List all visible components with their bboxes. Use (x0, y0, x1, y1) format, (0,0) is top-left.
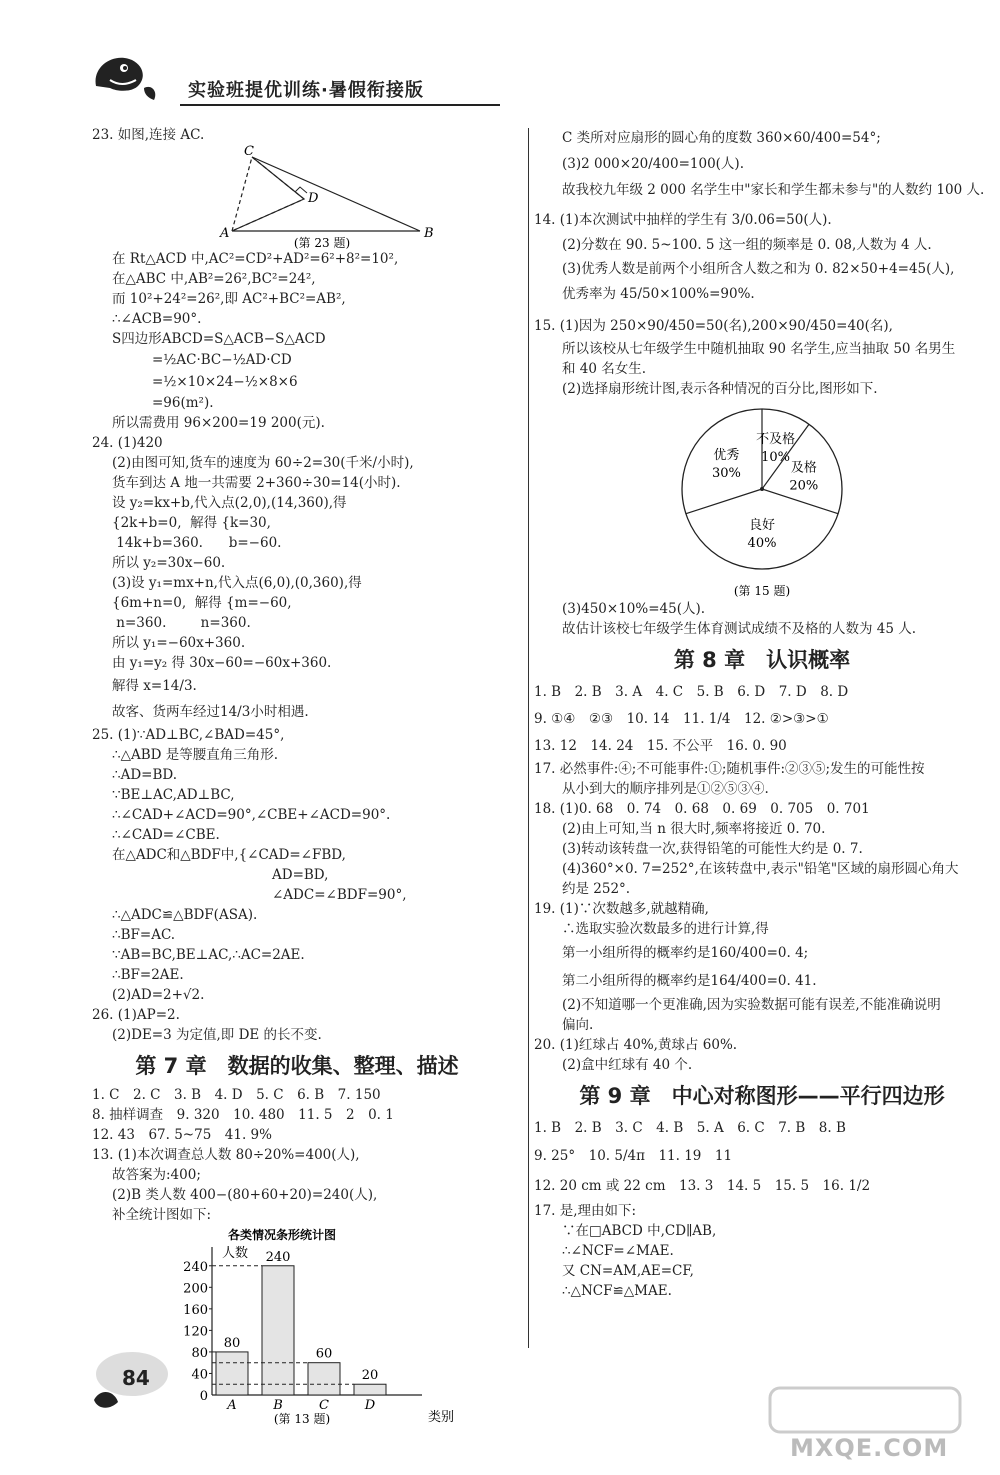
q25-line: 在△ADC和△BDF中,{∠CAD=∠FBD, (112, 847, 346, 863)
q24-line: n=360. n=360. (112, 615, 251, 631)
q24-line: {2k+b=0, 解得 {k=30, (112, 515, 271, 531)
triangle-acd (232, 157, 304, 231)
pie-slice-value: 10% (761, 450, 791, 466)
q14-line: 优秀率为 45/50×100%=90%. (562, 286, 755, 302)
right-top-line: 故我校九年级 2 000 名学生中"家长和学生都未参与"的人数约 100 人. (562, 182, 985, 198)
pie-slice-label: 不及格 (756, 432, 796, 448)
ch9-line: ∴△NCF≌△MAE. (562, 1283, 672, 1299)
ch8-line: 偏向. (562, 1017, 594, 1033)
bar (308, 1363, 340, 1395)
y-tick-label: 120 (183, 1324, 208, 1340)
q15-line: 所以该校从七年级学生中随机抽取 90 名学生,应当抽取 50 名男生 (562, 341, 956, 357)
q23-line: =½×10×24−½×8×6 (152, 374, 298, 390)
ch9-line: 1. B 2. B 3. C 4. B 5. A 6. C 7. B 8. B (534, 1120, 846, 1136)
left-column (92, 125, 502, 1425)
chapter-9-title: 第 9 章 中心对称图形——平行四边形 (579, 1084, 945, 1108)
ch8-line: (2)不知道哪一个更准确,因为实验数据可能有误差,不能准确说明 (562, 997, 941, 1013)
y-tick-label: 80 (191, 1345, 208, 1361)
pie-chart (562, 399, 962, 599)
right-top-line: (3)2 000×20/400=100(人). (562, 156, 744, 172)
q25-solution (92, 725, 502, 1005)
q24-line: 所以 y₂=30x−60. (112, 555, 226, 571)
q25-line: ∠ADC=∠BDF=90°, (272, 887, 407, 903)
q23-figure (192, 145, 452, 249)
q23-line: 在 Rt△ACD 中,AC²=CD²+AD²=6²+8²=10², (112, 251, 399, 267)
header-rule (180, 104, 500, 106)
q25-line: 25. (1)∵AD⊥BC,∠BAD=45°, (92, 727, 285, 743)
q15-after-line: (3)450×10%=45(人). (562, 601, 706, 617)
q26-solution (92, 1005, 502, 1045)
chapter-8-answers (534, 679, 962, 1075)
chapter-9-answers (534, 1115, 962, 1301)
pie-slice-edge (686, 489, 762, 514)
pie-slice-value: 20% (789, 478, 819, 494)
ch8-line: 20. (1)红球占 40%,黄球占 60%. (534, 1037, 738, 1053)
ch8-line: 18. (1)0. 68 0. 74 0. 68 0. 69 0. 705 0. 701 (534, 801, 870, 817)
pie-slice-label: 及格 (790, 460, 817, 476)
x-tick-label: C (319, 1398, 329, 1413)
right-top-line: C 类所对应扇形的圆心角的度数 360×60/400=54°; (562, 130, 881, 146)
q15-solution (534, 313, 962, 399)
chapter-7-answers (92, 1085, 502, 1225)
ch7-line: 1. C 2. C 3. B 4. D 5. C 6. B 7. 150 (92, 1087, 381, 1103)
bar (216, 1352, 248, 1395)
q24-line: (2)由图可知,货车的速度为 60÷2=30(千米/小时), (112, 455, 414, 471)
q23-head: 23. 如图,连接 AC. (92, 127, 205, 143)
chapter-8-title: 第 8 章 认识概率 (673, 648, 851, 672)
q14-line: (3)优秀人数是前两个小组所含人数之和为 0. 82×50+4=45(人), (562, 261, 955, 277)
watermark-url: MXQE.COM (790, 1434, 949, 1462)
ch7-line: 故答案为:400; (112, 1167, 201, 1183)
y-tick-label: 160 (183, 1302, 208, 1318)
label-a: A (220, 226, 230, 241)
column-divider (528, 128, 529, 1348)
ch9-line: 又 CN=AM,AE=CF, (562, 1263, 694, 1279)
bar (354, 1384, 386, 1395)
q25-line: ∴BF=AC. (112, 927, 176, 943)
q23-line: 所以需费用 96×200=19 200(元). (112, 415, 325, 431)
bar (262, 1266, 294, 1395)
q14-line: (2)分数在 90. 5~100. 5 这一组的频率是 0. 08,人数为 4 人. (562, 237, 932, 253)
q15-after (562, 599, 962, 639)
q24-line: (3)设 y₁=mx+n,代入点(6,0),(0,360),得 (112, 575, 362, 591)
ch7-line: 8. 抽样调查 9. 320 10. 480 11. 5 2 0. 1 (92, 1107, 394, 1123)
q14-line: 14. (1)本次测试中抽样的学生有 3/0.06=50(人). (534, 212, 832, 228)
x-tick-label: B (273, 1398, 283, 1413)
label-d: D (308, 191, 319, 206)
q15-line: 和 40 名女生. (562, 361, 647, 377)
ch8-line: (2)由上可知,当 n 很大时,频率将接近 0. 70. (562, 821, 826, 837)
pie-slice-label: 良好 (748, 518, 776, 533)
x-tick-label: D (364, 1398, 376, 1413)
ch8-line: 17. 必然事件:④;不可能事件:①;随机事件:②③⑤;发生的可能性按 (534, 761, 925, 777)
ch8-line: 9. ①④ ②③ 10. 14 11. 1/4 12. ②>③>① (534, 711, 829, 727)
ch9-line: 17. 是,理由如下: (534, 1203, 637, 1219)
ch8-line: 19. (1)∵次数越多,就越精确, (534, 901, 709, 917)
q25-line: ∴△ABD 是等腰直角三角形. (112, 747, 279, 763)
pie-caption: (第 15 题) (733, 584, 791, 598)
q15-line: (2)选择扇形统计图,表示各种情况的百分比,图形如下. (562, 381, 878, 397)
q23-line: 而 10²+24²=26²,即 AC²+BC²=AB², (112, 291, 346, 307)
ch8-line: (4)360°×0. 7=252°,在该转盘中,表示"铅笔"区域的扇形圆心角大 (562, 861, 959, 877)
q23-solution (92, 249, 502, 433)
q23-line: 在△ABC 中,AB²=26²,BC²=24², (112, 271, 316, 287)
q23-line: ∴∠ACB=90°. (112, 311, 202, 327)
bar-data-label: 240 (265, 1249, 291, 1265)
right-angle-mark (295, 187, 307, 193)
q24-line: 由 y₁=y₂ 得 30x−60=−60x+360. (112, 655, 332, 671)
bar-data-label: 60 (315, 1346, 333, 1362)
y-axis-label: 人数 (222, 1246, 249, 1261)
ch9-line: ∴∠NCF=∠MAE. (562, 1243, 674, 1259)
ch8-line: 13. 12 14. 24 15. 不公平 16. 0. 90 (534, 738, 787, 754)
q25-line: ∴∠CAD=∠CBE. (112, 827, 220, 843)
ch8-line: 第二小组所得的概率约是164/400=0. 41. (562, 973, 817, 989)
ch8-line: 第一小组所得的概率约是160/400=0. 4; (562, 945, 809, 961)
label-b: B (424, 226, 434, 241)
bar-chart-title: 各类情况条形统计图 (227, 1228, 337, 1242)
q24-line: 24. (1)420 (92, 435, 163, 451)
ch8-line: (3)转动该转盘一次,获得铅笔的可能性大约是 0. 7. (562, 841, 863, 857)
q25-line: ∴△ADC≌△BDF(ASA). (112, 907, 258, 923)
q25-line: ∴BF=2AE. (112, 967, 184, 983)
y-tick-label: 200 (183, 1281, 208, 1297)
ch8-line: (2)盒中红球有 40 个. (562, 1057, 693, 1073)
pie-slice-value: 40% (747, 536, 777, 551)
q25-line: (2)AD=2+√2. (112, 987, 205, 1003)
q23-line: =½AC·BC−½AD·CD (152, 352, 292, 368)
q14-solution (534, 207, 962, 307)
segment-cd (252, 157, 304, 199)
y-tick-label: 240 (183, 1259, 208, 1275)
pie-slice-label: 优秀 (713, 448, 740, 464)
segment-ad (232, 199, 304, 231)
q15-line: 15. (1)因为 250×90/450=50(名),200×90/450=40(名), (534, 318, 893, 334)
ch8-line: 约是 252°. (562, 881, 631, 897)
bar-data-label: 20 (361, 1368, 379, 1384)
q25-line: ∴∠CAD+∠ACD=90°,∠CBE+∠ACD=90°. (112, 807, 391, 823)
pie-slice-value: 30% (711, 466, 741, 482)
pie-center (760, 487, 764, 491)
q24-solution (92, 433, 502, 725)
q24-line: 货车到达 A 地一共需要 2+360÷30=14(小时). (112, 475, 401, 491)
q25-line: ∵BE⊥AC,AD⊥BC, (112, 787, 235, 803)
right-column (534, 125, 985, 1301)
ch7-line: 13. (1)本次调查总人数 80÷20%=400(人), (92, 1147, 360, 1163)
q25-line: ∴AD=BD. (112, 767, 178, 783)
q24-line: 设 y₂=kx+b,代入点(2,0),(14,360),得 (112, 495, 347, 511)
page-number: 84 (122, 1366, 150, 1390)
x-axis-label: 类别 (428, 1410, 455, 1425)
ch7-line: 12. 43 67. 5~75 41. 9% (92, 1127, 272, 1143)
y-tick-label: 40 (191, 1367, 208, 1383)
x-tick-label: A (227, 1398, 237, 1413)
q24-line: 解得 x=14/3. (112, 678, 197, 694)
header-title: 实验班提优训练·暑假衔接版 (188, 80, 424, 101)
q23-line: =96(m²). (152, 395, 214, 411)
y-tick-label: 0 (199, 1389, 208, 1404)
segment-cb (252, 157, 420, 231)
q25-line: ∵AB=BC,BE⊥AC,∴AC=2AE. (112, 947, 305, 963)
q15-after-line: 故估计该校七年级学生体育测试成绩不及格的人数为 45 人. (562, 621, 917, 637)
ch9-line: ∵在□ABCD 中,CD∥AB, (562, 1223, 717, 1239)
ch7-line: (2)B 类人数 400−(80+60+20)=240(人), (112, 1187, 378, 1203)
ch8-line: 1. B 2. B 3. A 4. C 5. B 6. D 7. D 8. D (534, 684, 849, 700)
label-c: C (244, 145, 254, 159)
q23-line: S四边形ABCD=S△ACB−S△ACD (112, 331, 326, 347)
bar-data-label: 80 (223, 1335, 241, 1351)
watermark (760, 1382, 970, 1462)
ch8-line: ∴选取实验次数最多的进行计算,得 (562, 921, 769, 937)
q25-line: AD=BD, (272, 867, 329, 883)
q24-line: {6m+n=0, 解得 {m=−60, (112, 595, 292, 611)
watermark-logo-icon (760, 1382, 970, 1438)
q26-line: (2)DE=3 为定值,即 DE 的长不变. (112, 1027, 322, 1043)
q24-line: 所以 y₁=−60x+360. (112, 635, 246, 651)
ch9-line: 9. 25° 10. 5/4π 11. 19 11 (534, 1148, 733, 1164)
page-header (80, 62, 520, 110)
q24-line: 故客、货两车经过14/3小时相遇. (112, 704, 309, 720)
ch9-line: 12. 20 cm 或 22 cm 13. 3 14. 5 15. 5 16. 1/2 (534, 1178, 871, 1194)
q26-line: 26. (1)AP=2. (92, 1007, 180, 1023)
chapter-7-title: 第 7 章 数据的收集、整理、描述 (135, 1054, 459, 1078)
q24-line: 14k+b=360. b=−60. (112, 535, 282, 551)
ch8-line: 从小到大的顺序排列是①②⑤③④. (562, 781, 769, 797)
q23-caption: (第 23 题) (293, 236, 351, 249)
bar-caption: (第 13 题) (273, 1412, 331, 1425)
ch7-line: 补全统计图如下: (112, 1207, 212, 1223)
